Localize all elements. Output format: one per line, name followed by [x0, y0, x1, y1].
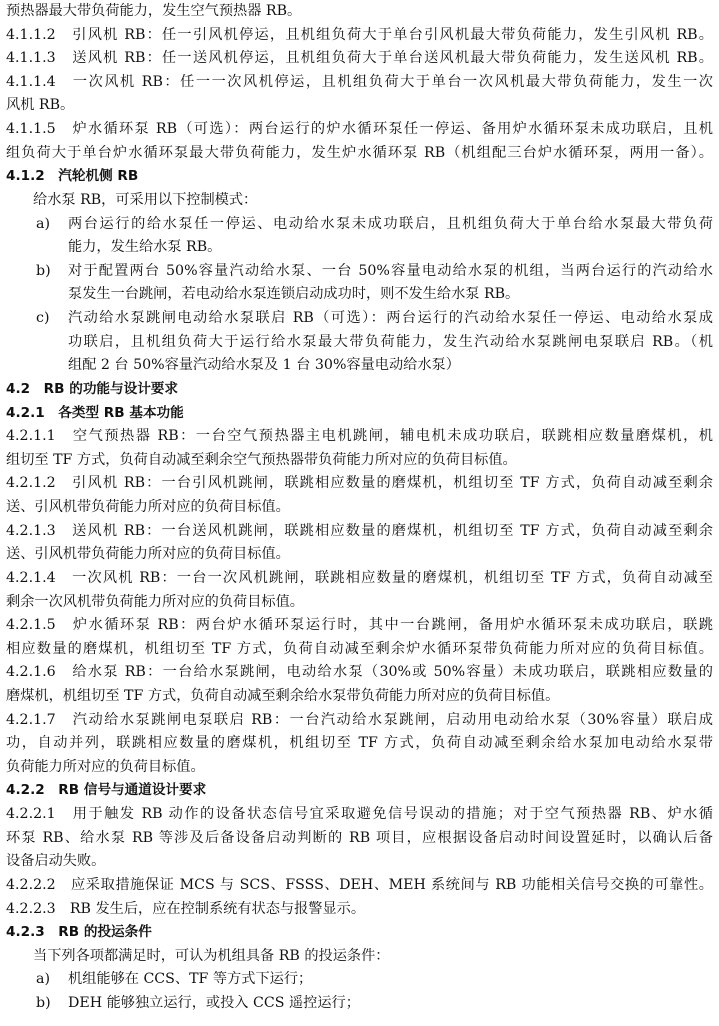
text-line: 机组能够在 CCS、TF 等方式下运行；	[68, 971, 313, 988]
text-line: 组负荷大于单台炉水循环泵最大带负荷能力，发生炉水循环泵 RB（机组配三台炉水循环泵，两用一备）。	[6, 144, 713, 161]
section-heading: 4.2.3 RB 的投运条件	[6, 924, 152, 941]
text-line: 环泵 RB、给水泵 RB 等涉及后备设备启动判断的 RB 项目，应根据设备启动时间设置延时，以确认后备	[6, 829, 713, 846]
text-line: 4.2.1.7 汽动给水泵跳闸电泵联启 RB：一台汽动给水泵跳闸，启动用电动给水泵（30%容量）联启成	[6, 711, 713, 728]
text-line: 功，自动并列，联跳相应数量的磨煤机，机组切至 TF 方式，负荷自动减至剩余给水泵加电动给水泵带	[6, 735, 713, 752]
text-line: 功联启，且机组负荷大于运行给水泵最大带负荷能力，发生汽动给水泵跳闸电泵联启 RB。（机	[68, 333, 713, 350]
text-line: 4.2.1.6 给水泵 RB：一台给水泵跳闸，电动给水泵（30%或 50%容量）未成功联启，联跳相应数量的	[6, 664, 713, 681]
text-line: 4.2.2.3 RB 发生后，应在控制系统有状态与报警显示。	[6, 900, 366, 917]
text-line: 4.2.2.1 用于触发 RB 动作的设备状态信号宜采取避免信号误动的措施；对于空气预热器 RB、炉水循	[6, 806, 713, 823]
text-line: 4.2.1.3 送风机 RB：一台送风机跳闸，联跳相应数量的磨煤机，机组切至 TF 方式，负荷自动减至剩余	[6, 522, 713, 539]
text-line: 给水泵 RB，可采用以下控制模式：	[33, 191, 258, 208]
text-line: 设备启动失败。	[6, 853, 106, 870]
list-marker: b)	[36, 262, 51, 279]
text-line: 4.1.1.5 炉水循环泵 RB（可选）：两台运行的炉水循环泵任一停运、备用炉水循环泵未成功联启，且机	[6, 121, 713, 138]
text-line: 相应数量的磨煤机，机组切至 TF 方式，负荷自动减至剩余炉水循环泵带负荷能力所对应的负荷目标值。	[6, 640, 713, 657]
text-line: 4.2.1.2 引风机 RB：一台引风机跳闸，联跳相应数量的磨煤机，机组切至 TF 方式，负荷自动减至剩余	[6, 475, 713, 492]
section-heading: 4.1.2 汽轮机侧 RB	[6, 168, 139, 185]
text-line: 对于配置两台 50%容量汽动给水泵、一台 50%容量电动给水泵的机组，当两台运行的汽动给水	[68, 262, 713, 279]
section-heading: 4.2 RB 的功能与设计要求	[6, 380, 178, 397]
text-line: 两台运行的给水泵任一停运、电动给水泵未成功联启，且机组负荷大于单台给水泵最大带负荷	[68, 215, 713, 232]
text-line: 磨煤机，机组切至 TF 方式，负荷自动减至剩余给水泵带负荷能力所对应的负荷目标值。	[6, 687, 560, 704]
text-line: 能力，发生给水泵 RB。	[68, 239, 222, 256]
text-line: 负荷能力所对应的负荷目标值。	[6, 758, 205, 775]
list-marker: a)	[36, 215, 50, 232]
text-line: 4.2.1.1 空气预热器 RB：一台空气预热器主电机跳闸，辅电机未成功联启，联跳相应数量磨煤机，机	[6, 428, 713, 445]
text-line: 4.2.1.4 一次风机 RB：一台一次风机跳闸，联跳相应数量的磨煤机，机组切至 TF 方式，负荷自动减至	[6, 569, 713, 586]
text-line: 4.2.1.5 炉水循环泵 RB：两台炉水循环泵运行时，其中一台跳闸，备用炉水循环泵未成功联启，联跳	[6, 617, 713, 634]
text-line: 预热器最大带负荷能力，发生空气预热器 RB。	[6, 3, 302, 19]
text-line: 组配 2 台 50%容量汽动给水泵及 1 台 30%容量电动给水泵）	[68, 357, 460, 374]
text-line: 4.1.1.2 引风机 RB：任一引风机停运，且机组负荷大于单台引风机最大带负荷能力，发生引风机 RB。	[6, 26, 713, 43]
text-line: 当下列各项都满足时，可认为机组具备 RB 的投运条件：	[33, 947, 390, 964]
text-line: 风机 RB。	[6, 97, 75, 114]
text-line: 组切至 TF 方式，负荷自动减至剩余空气预热器带负荷能力所对应的负荷目标值。	[6, 451, 517, 468]
text-line: 剩余一次风机带负荷能力所对应的负荷目标值。	[6, 593, 304, 610]
text-line: 4.1.1.4 一次风机 RB：任一一次风机停运，且机组负荷大于单台一次风机最大带负荷能力，发生一次	[6, 73, 713, 90]
list-marker: c)	[36, 310, 50, 327]
text-line: 4.2.2.2 应采取措施保证 MCS 与 SCS、FSSS、DEH、MEH 系统间与 RB 功能相关信号交换的可靠性。	[6, 876, 713, 893]
text-line: 送、引风机带负荷能力所对应的负荷目标值。	[6, 546, 290, 563]
text-line: 送、引风机带负荷能力所对应的负荷目标值。	[6, 499, 290, 516]
section-heading: 4.2.1 各类型 RB 基本功能	[6, 404, 184, 421]
text-line: 汽动给水泵跳闸电动给水泵联启 RB（可选）：两台运行的汽动给水泵任一停运、电动给水泵成	[68, 310, 713, 327]
list-marker: a)	[36, 971, 50, 988]
text-line: DEH 能够独立运行，或投入 CCS 遥控运行；	[68, 995, 360, 1012]
section-heading: 4.2.2 RB 信号与通道设计要求	[6, 782, 207, 799]
text-line: 4.1.1.3 送风机 RB：任一送风机停运，且机组负荷大于单台送风机最大带负荷能力，发生送风机 RB。	[6, 50, 713, 67]
text-line: 泵发生一台跳闸，若电动给水泵连锁启动成功时，则不发生给水泵 RB。	[68, 286, 520, 303]
list-marker: b)	[36, 995, 51, 1012]
